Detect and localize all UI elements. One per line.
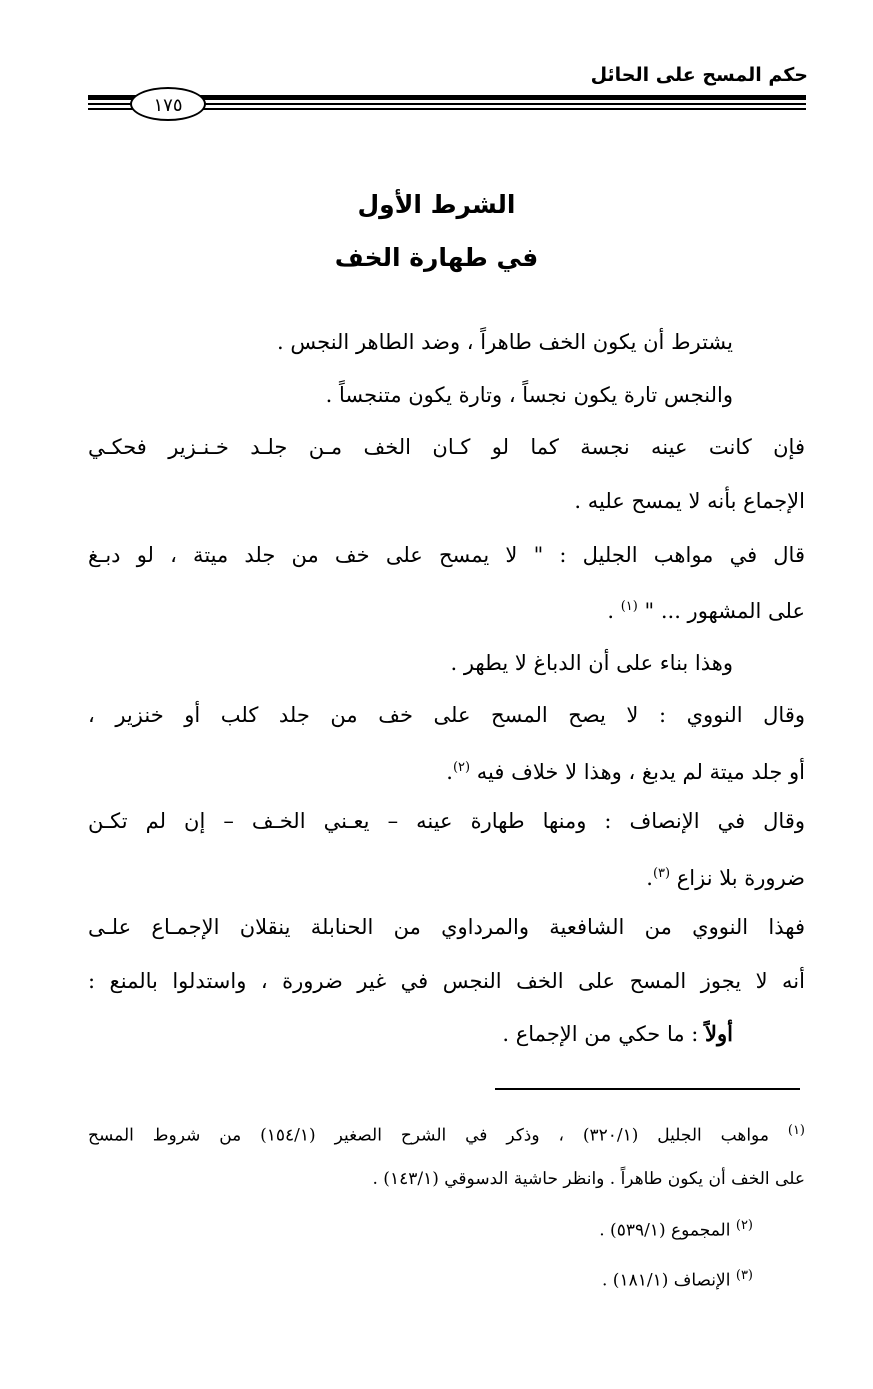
body-text: أو جلد ميتة لم يدبغ ، وهذا لا خلاف فيه [476,760,805,784]
page-number: ١٧٥ [130,87,206,121]
body-text: ضرورة بلا نزاع [676,866,805,890]
body-text: . [607,599,621,623]
footnote-separator [495,1088,800,1090]
running-title: حكم المسح على الحائل [590,64,808,86]
body-line: وقال النووي : لا يصح المسح على خف من جلد كلب أو خنزير ، [88,703,805,727]
footnote-text: مواهب الجليل (٣٢٠/١) ، وذكر في الشرح الصغير (١٥٤/١) من شروط المسح [88,1125,769,1146]
footnote-number: (٣) [735,1268,753,1283]
body-line [446,753,805,787]
footnote [88,1118,805,1149]
section-title: الشرط الأول [357,190,516,219]
body-line: الإجماع بأنه لا يمسح عليه . [574,489,805,513]
body-line: والنجس تارة يكون نجساً ، وتارة يكون متنجساً . [325,383,733,407]
body-line: وقال في الإنصاف : ومنها طهارة عينه – يعـني الخـف – إن لم تكـن [88,809,805,833]
footnote-text: الإنصاف (١٨١/١) . [602,1270,731,1291]
body-text: . [646,866,653,890]
body-line: أنه لا يجوز المسح على الخف النجس في غير ضرورة ، واستدلوا بالمنع : [88,969,805,993]
footnote [599,1213,753,1244]
section-subtitle: في طهارة الخف [334,243,539,272]
body-line: يشترط أن يكون الخف طاهراً ، وضد الطاهر النجس . [277,330,733,354]
body-line: قال في مواهب الجليل : " لا يمسح على خف من جلد ميتة ، لو دبـغ [88,543,805,567]
body-text: . [446,760,453,784]
footnote [602,1263,753,1294]
body-line [607,592,805,626]
footnote-number: (٢) [735,1218,753,1233]
footnote-number: (١) [787,1123,805,1138]
footnote-ref: (١) [620,599,638,614]
body-text: على المشهور ... " [644,599,805,623]
footnote-ref: (٢) [452,760,471,775]
body-line: فإن كانت عينه نجسة كما لو كـان الخف مـن جلـد خـنـزير فحكـي [88,435,805,459]
footnote-ref: (٣) [652,866,671,881]
emphasis-text: أولاً [705,1021,733,1046]
body-line: فهذا النووي من الشافعية والمرداوي من الحنابلة ينقلان الإجمـاع علـى [88,915,805,939]
footnote-text: المجموع (٥٣٩/١) . [599,1220,731,1241]
body-line: وهذا بناء على أن الدباغ لا يطهر . [450,651,733,675]
body-line [502,1019,733,1049]
body-text: : ما حكي من الإجماع . [502,1022,706,1046]
footnote: على الخف أن يكون طاهراً . وانظر حاشية الدسوقي (١٤٣/١) . [372,1169,805,1189]
body-line [646,859,805,893]
